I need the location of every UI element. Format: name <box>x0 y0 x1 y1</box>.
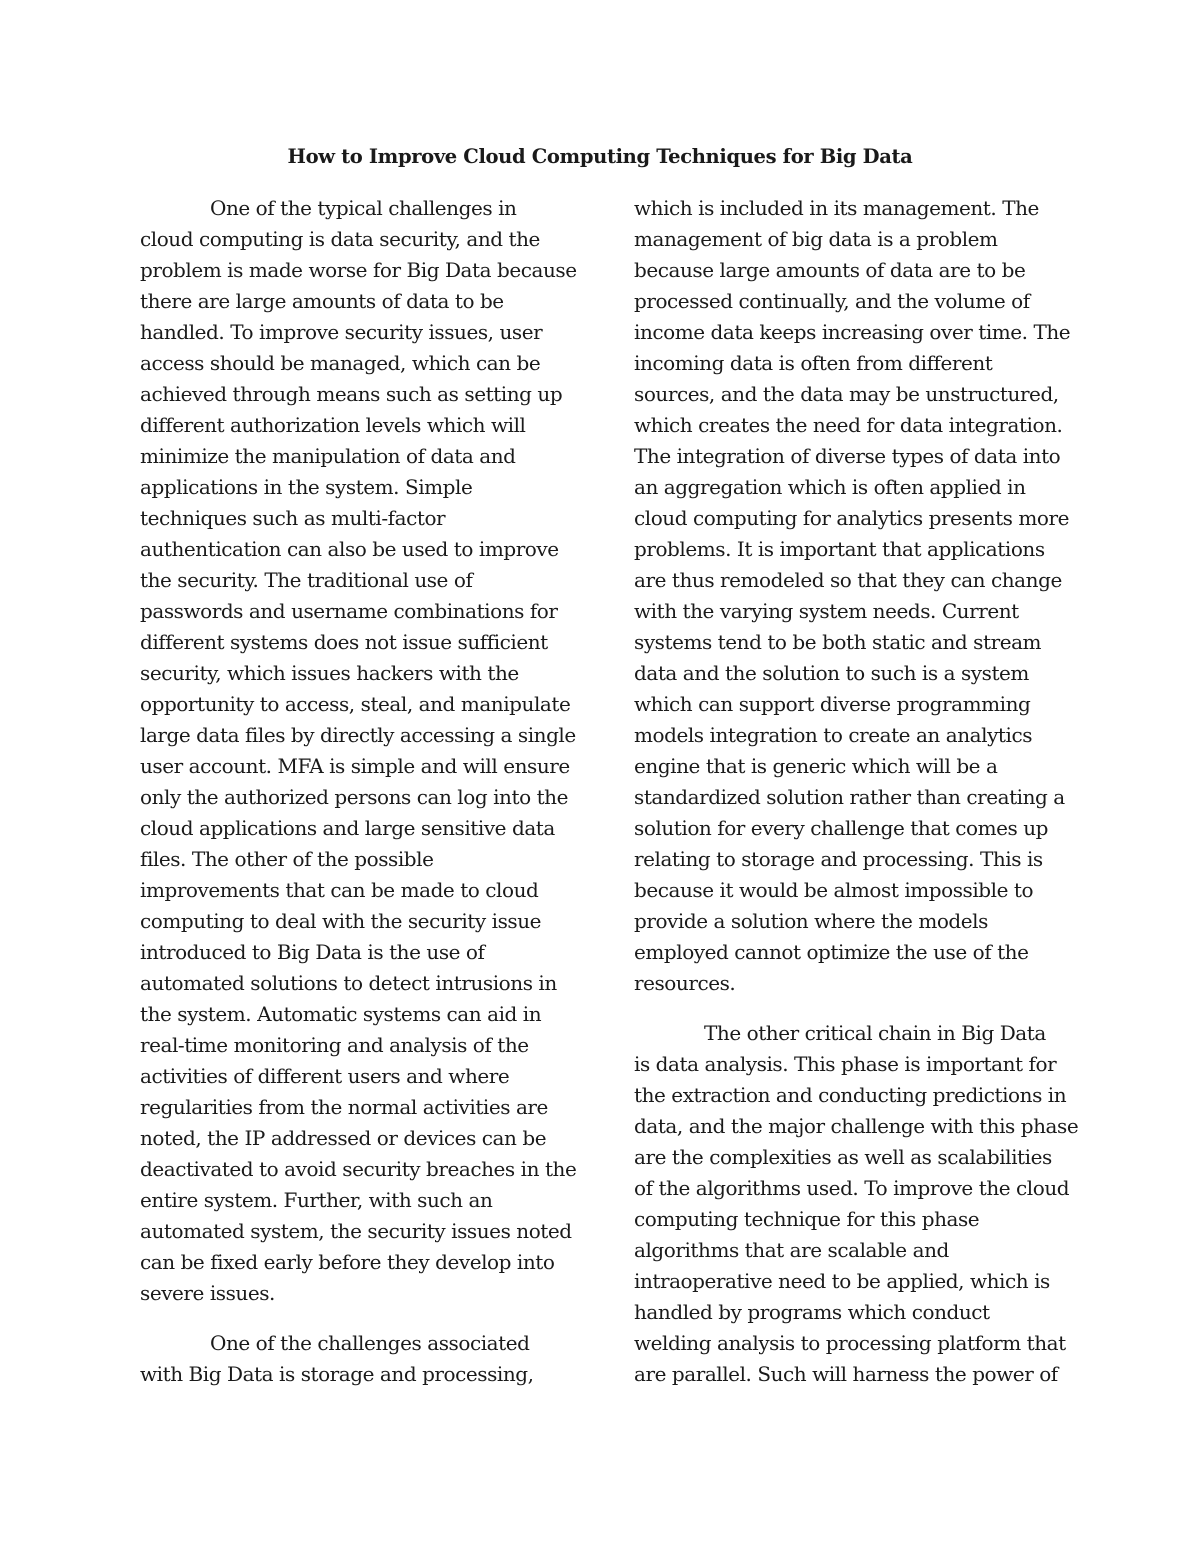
text-line: files. The other of the possible <box>140 847 434 871</box>
text-line: introduced to Big Data is the use of <box>140 940 485 964</box>
text-line: are thus remodeled so that they can change <box>634 568 1062 592</box>
paragraph-security <box>140 193 580 1309</box>
text-line: improvements that can be made to cloud <box>140 878 539 902</box>
text-line: automated solutions to detect intrusions in <box>140 971 557 995</box>
text-line: achieved through means such as setting up <box>140 382 563 406</box>
text-line: cloud applications and large sensitive data <box>140 816 555 840</box>
text-line: access should be managed, which can be <box>140 351 541 375</box>
text-line: engine that is generic which will be a <box>634 754 998 778</box>
text-line: data, and the major challenge with this phase <box>634 1114 1079 1138</box>
text-line: intraoperative need to be applied, which is <box>634 1269 1050 1293</box>
text-line: different systems does not issue sufficient <box>140 630 548 654</box>
text-line: with Big Data is storage and processing, <box>140 1362 534 1386</box>
text-line: problems. It is important that applications <box>634 537 1045 561</box>
text-line: systems tend to be both static and stream <box>634 630 1042 654</box>
text-line: handled. To improve security issues, user <box>140 320 543 344</box>
paragraph-spacer <box>634 999 1074 1018</box>
text-line: the system. Automatic systems can aid in <box>140 1002 542 1026</box>
text-line: which is included in its management. The <box>634 196 1039 220</box>
text-line: only the authorized persons can log into the <box>140 785 568 809</box>
text-line: the extraction and conducting predictions in <box>634 1083 1067 1107</box>
text-line: the security. The traditional use of <box>140 568 473 592</box>
text-line: income data keeps increasing over time. The <box>634 320 1071 344</box>
text-line: resources. <box>634 971 736 995</box>
text-line: is data analysis. This phase is important for <box>634 1052 1057 1076</box>
text-line: The other critical chain in Big Data <box>704 1021 1046 1045</box>
text-line: which creates the need for data integration. <box>634 413 1063 437</box>
text-line: algorithms that are scalable and <box>634 1238 949 1262</box>
left-column <box>140 193 580 1390</box>
text-line: activities of different users and where <box>140 1064 510 1088</box>
text-line: computing to deal with the security issue <box>140 909 542 933</box>
paragraph-analysis <box>634 1018 1079 1390</box>
text-line: processed continually, and the volume of <box>634 289 1030 313</box>
text-line: provide a solution where the models <box>634 909 988 933</box>
text-line: automated system, the security issues noted <box>140 1219 572 1243</box>
text-line: minimize the manipulation of data and <box>140 444 516 468</box>
text-line: user account. MFA is simple and will ensure <box>140 754 570 778</box>
text-line: because it would be almost impossible to <box>634 878 1034 902</box>
text-line: there are large amounts of data to be <box>140 289 504 313</box>
text-line: employed cannot optimize the use of the <box>634 940 1029 964</box>
text-line: severe issues. <box>140 1281 275 1305</box>
right-column <box>634 193 1079 1390</box>
text-line: noted, the IP addressed or devices can be <box>140 1126 547 1150</box>
text-line: with the varying system needs. Current <box>634 599 1019 623</box>
text-line: security, which issues hackers with the <box>140 661 519 685</box>
text-line: applications in the system. Simple <box>140 475 473 499</box>
paragraph-spacer <box>140 1309 580 1328</box>
text-line: sources, and the data may be unstructured, <box>634 382 1059 406</box>
text-line: different authorization levels which will <box>140 413 526 437</box>
text-line: an aggregation which is often applied in <box>634 475 1026 499</box>
text-line: real-time monitoring and analysis of the <box>140 1033 529 1057</box>
paragraph-storage <box>140 1328 580 1390</box>
text-line: cloud computing for analytics presents more <box>634 506 1069 530</box>
text-line: welding analysis to processing platform that <box>634 1331 1066 1355</box>
document-title: How to Improve Cloud Computing Techniques for Big Data <box>287 145 913 168</box>
text-line: passwords and username combinations for <box>140 599 558 623</box>
text-line: techniques such as multi-factor <box>140 506 446 530</box>
text-line: deactivated to avoid security breaches in the <box>140 1157 577 1181</box>
text-line: regularities from the normal activities are <box>140 1095 548 1119</box>
text-line: The integration of diverse types of data into <box>634 444 1061 468</box>
text-line: One of the challenges associated <box>210 1331 530 1355</box>
text-line: large data files by directly accessing a single <box>140 723 576 747</box>
text-line: because large amounts of data are to be <box>634 258 1026 282</box>
text-line: computing technique for this phase <box>634 1207 980 1231</box>
text-line: authentication can also be used to improve <box>140 537 559 561</box>
text-line: models integration to create an analytics <box>634 723 1033 747</box>
paragraph-storage-continued <box>634 193 1074 999</box>
text-line: solution for every challenge that comes up <box>634 816 1049 840</box>
text-line: incoming data is often from different <box>634 351 993 375</box>
text-line: entire system. Further, with such an <box>140 1188 493 1212</box>
text-line: are the complexities as well as scalabilities <box>634 1145 1052 1169</box>
text-line: handled by programs which conduct <box>634 1300 990 1324</box>
text-line: standardized solution rather than creating a <box>634 785 1065 809</box>
text-line: data and the solution to such is a system <box>634 661 1029 685</box>
text-line: which can support diverse programming <box>634 692 1031 716</box>
text-line: are parallel. Such will harness the power of <box>634 1362 1058 1386</box>
text-line: cloud computing is data security, and the <box>140 227 540 251</box>
text-line: problem is made worse for Big Data because <box>140 258 577 282</box>
text-line: can be fixed early before they develop into <box>140 1250 555 1274</box>
text-line: management of big data is a problem <box>634 227 998 251</box>
text-line: relating to storage and processing. This is <box>634 847 1043 871</box>
text-line: of the algorithms used. To improve the cloud <box>634 1176 1070 1200</box>
text-line: One of the typical challenges in <box>210 196 517 220</box>
text-line: opportunity to access, steal, and manipulate <box>140 692 571 716</box>
